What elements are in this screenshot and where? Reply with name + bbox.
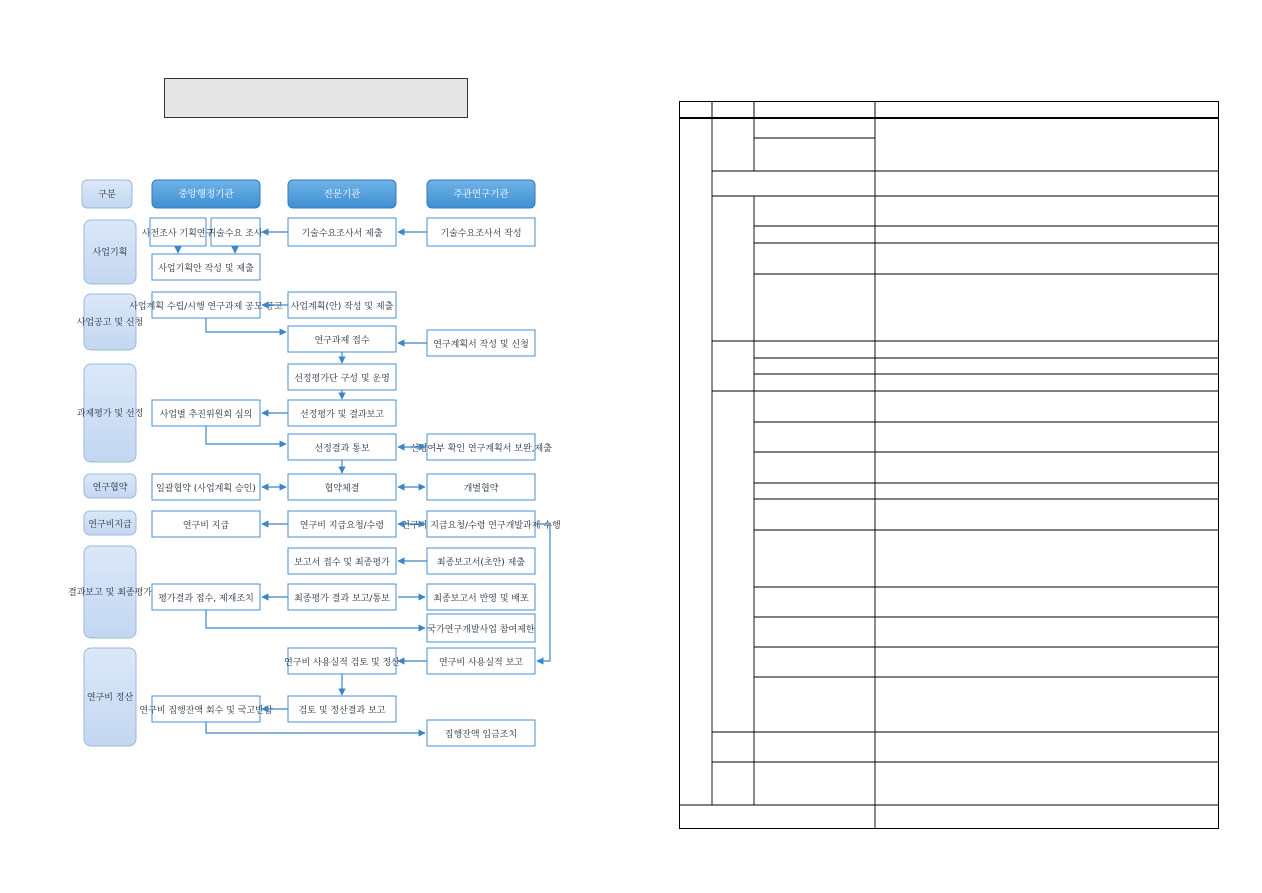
svg-text:과제평가 및 선정: 과제평가 및 선정	[76, 409, 144, 419]
tech-demand-submit-box: 기술수요조사서 제출	[301, 229, 383, 239]
final-report-reflect-box: 최종보고서 반영 및 배포	[433, 594, 529, 604]
svg-text:주관연구기관: 주관연구기관	[453, 189, 509, 200]
page-title-box	[164, 78, 468, 118]
stage-fund-payment	[84, 511, 136, 535]
bulk-agreement-box: 일괄협약 (사업계획 승인)	[156, 484, 256, 494]
usage-report-box: 연구비 사용실적 보고	[439, 658, 523, 668]
balance-deposit-box: 집행잔액 입금조치	[444, 730, 518, 740]
stage-agreement	[84, 474, 136, 498]
svg-text:사업공고 및 신청: 사업공고 및 신청	[76, 318, 144, 328]
plan-draft-box: 사업기획안 작성 및 제출	[158, 264, 254, 274]
svg-text:결과보고 및 최종평가: 결과보고 및 최종평가	[68, 588, 152, 598]
stage-planning	[84, 220, 136, 284]
plan-apply-box: 연구계획서 작성 및 신청	[433, 340, 529, 350]
flow-header-specialized-agency	[288, 180, 396, 208]
participation-limit-box: 국가연구개발사업 참여제한	[427, 625, 535, 635]
agreement-box: 협약체결	[324, 484, 360, 494]
fund-request-exec-box: 연구비 지급요청/수령 연구개발과제 수행	[401, 521, 561, 531]
research-process-flowchart	[68, 172, 561, 762]
svg-text:연구협약: 연구협약	[92, 483, 128, 493]
usage-review-box: 연구비 사용실적 검토 및 정산	[284, 658, 400, 668]
final-eval-report-box: 최종평가 결과 보고/통보	[294, 594, 390, 604]
blank-table	[679, 101, 1219, 829]
eval-followup-box: 평가결과 접수, 제재조치	[158, 594, 254, 604]
svg-text:구분: 구분	[98, 190, 116, 200]
svg-text:중앙행정기관: 중앙행정기관	[178, 189, 234, 200]
tech-demand-survey-box: 기술수요 조사	[207, 229, 263, 239]
stage-final-evaluation	[68, 546, 152, 638]
report-receipt-box: 보고서 접수 및 최종평가	[294, 558, 390, 568]
selection-eval-box: 선정평가 및 결과보고	[300, 410, 384, 420]
settlement-report-box: 검토 및 정산결과 보고	[298, 706, 386, 716]
balance-recovery-box: 연구비 집행잔액 회수 및 국고반납	[139, 706, 273, 716]
individual-agreement-box: 개별협약	[463, 484, 499, 494]
panel-setup-box: 선정평가단 구성 및 운영	[294, 374, 390, 384]
result-notice-box: 선정결과 통보	[314, 444, 370, 454]
tech-demand-write-box: 기술수요조사서 작성	[440, 229, 522, 239]
selection-confirm-box: 선정여부 확인 연구계획서 보완,제출	[410, 444, 552, 454]
flow-header-central-agency	[152, 180, 260, 208]
flow-header-lead-institution	[427, 180, 535, 208]
stage-settlement	[84, 648, 136, 746]
task-receipt-box: 연구과제 접수	[314, 336, 370, 346]
svg-text:전문기관: 전문기관	[323, 189, 361, 200]
fund-payment-box: 연구비 지급	[182, 521, 230, 531]
stage-evaluation	[77, 364, 144, 462]
svg-text:연구비지급: 연구비지급	[88, 520, 132, 530]
plan-submit-box: 사업계획(안) 작성 및 제출	[290, 302, 394, 312]
flow-header-category	[82, 180, 132, 208]
prelim-survey-box: 사전조사 기획연구	[141, 229, 215, 239]
final-report-submit-box: 최종보고서(초안) 제출	[436, 558, 526, 568]
svg-text:연구비 정산: 연구비 정산	[86, 693, 134, 703]
svg-text:사업기획: 사업기획	[92, 248, 128, 258]
fund-request-receipt-box: 연구비 지급요청/수령	[299, 521, 385, 531]
plan-establish-box: 사업계획 수립/시행 연구과제 공모 공고	[129, 302, 283, 312]
committee-review-box: 사업별 추진위원회 심의	[159, 410, 253, 420]
